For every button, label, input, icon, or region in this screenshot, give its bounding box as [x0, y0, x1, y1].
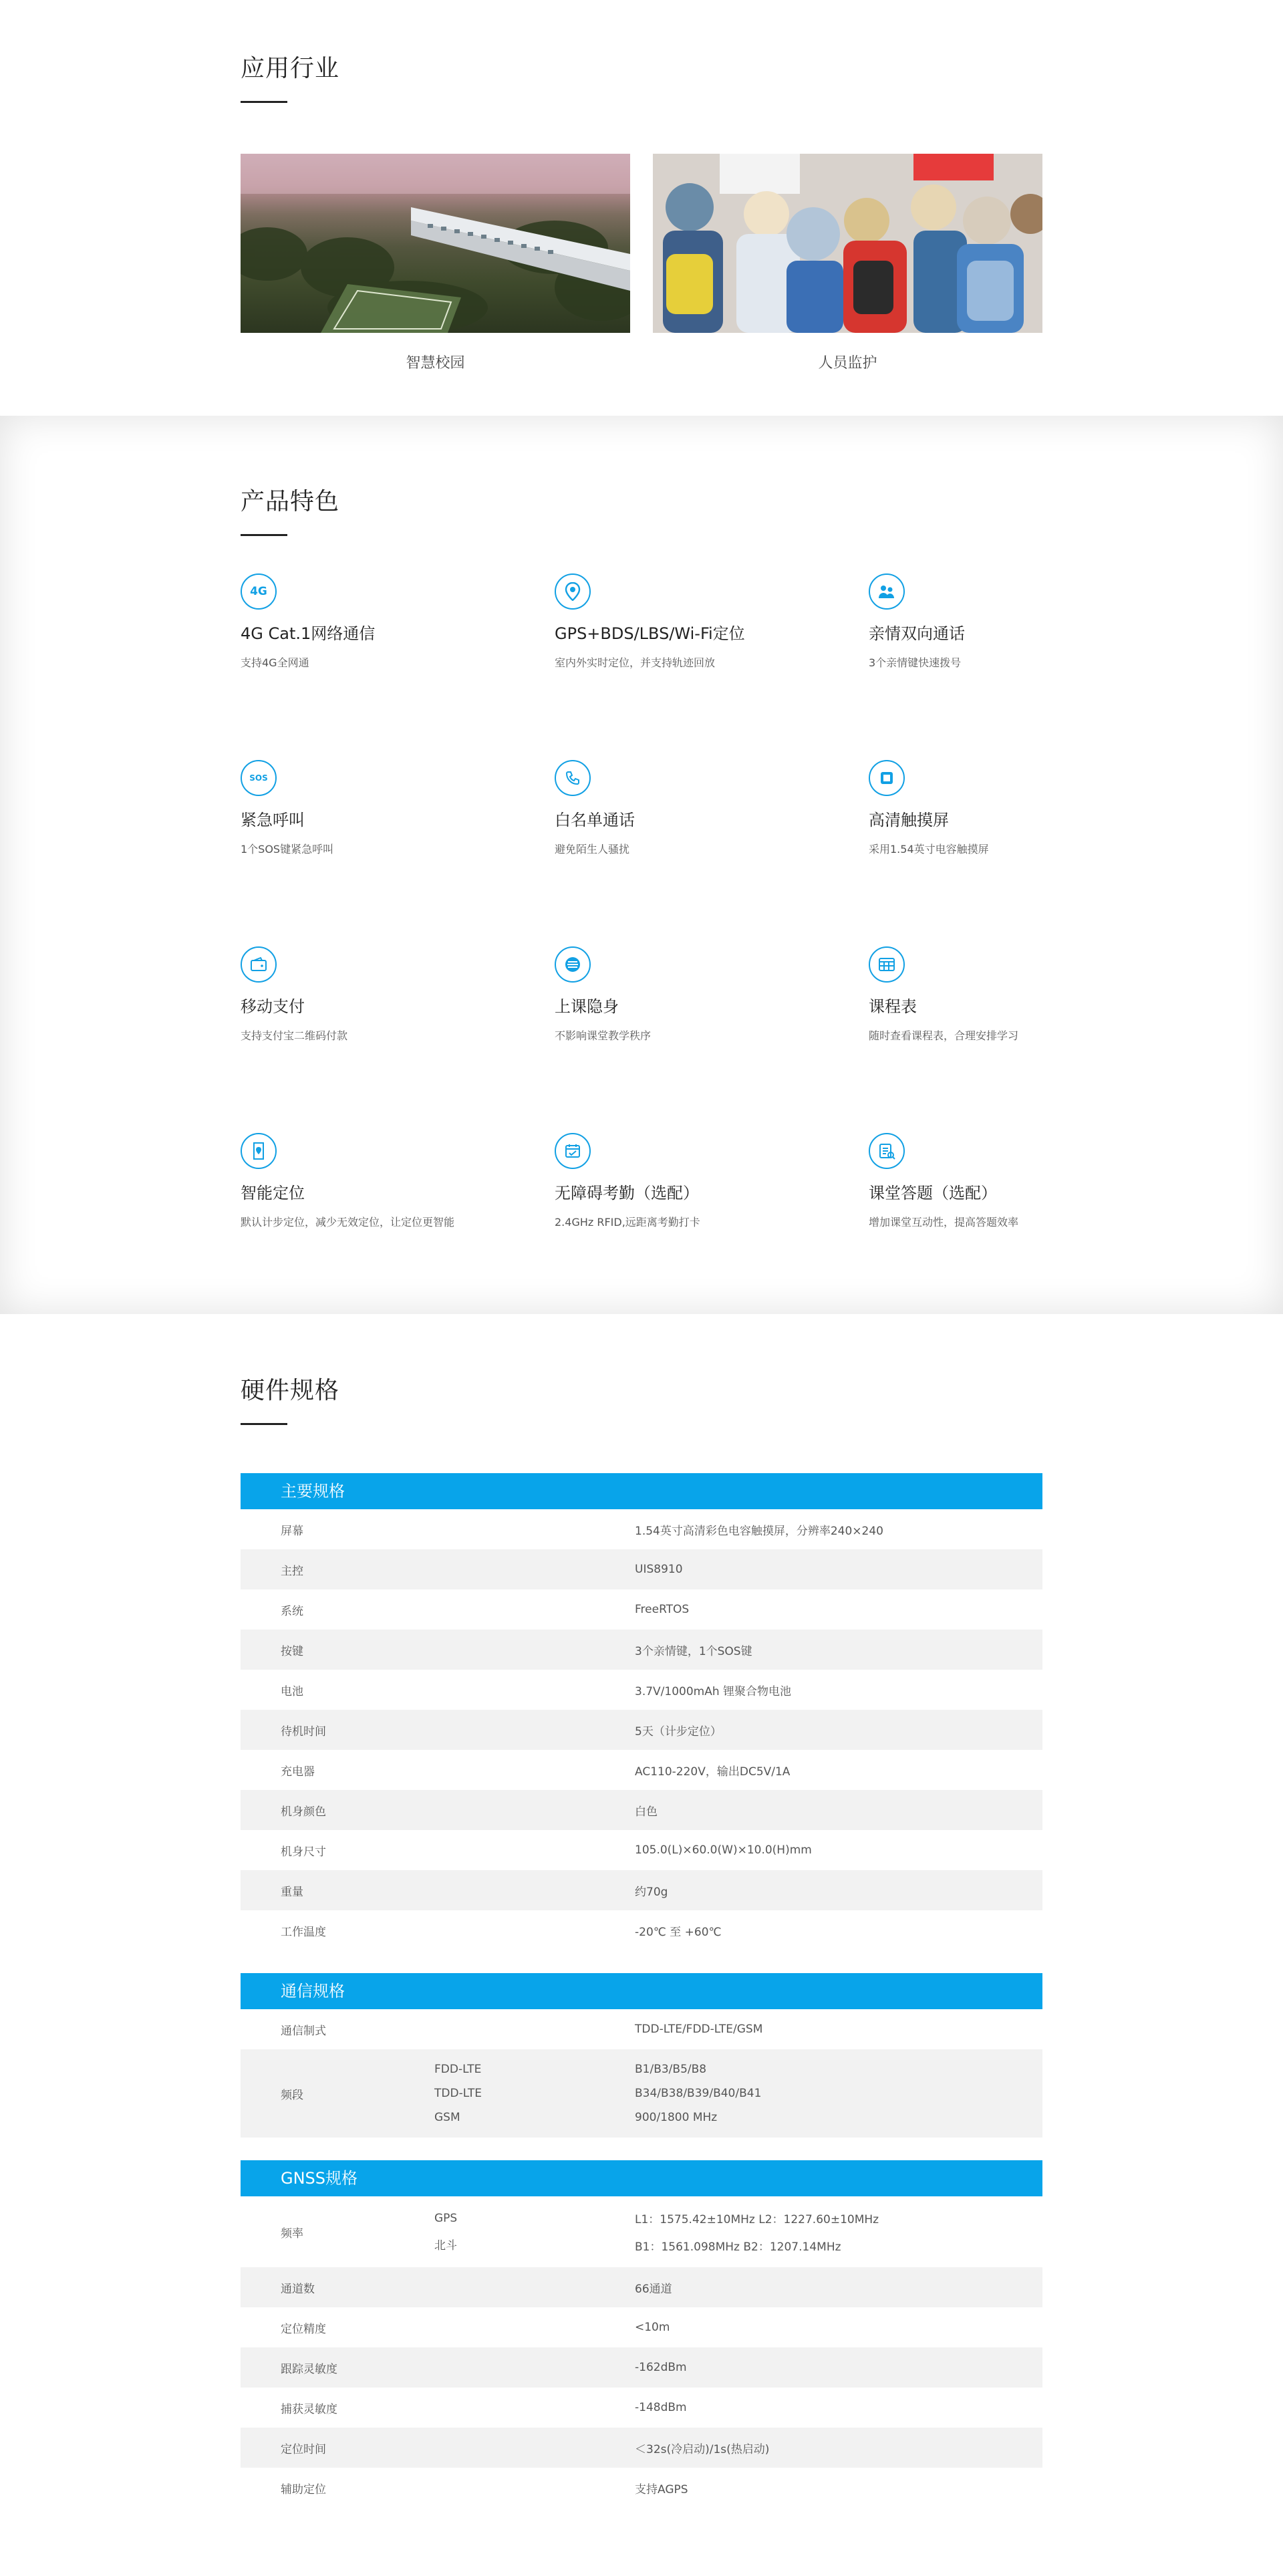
quiz-icon [869, 1133, 905, 1169]
table-row: 屏幕 1.54英寸高清彩色电容触摸屏，分辨率240×240 [281, 1524, 883, 1538]
spec-section [0, 1314, 1283, 2508]
industry-section [0, 0, 1283, 416]
feature-item [869, 573, 1042, 760]
feature-item [241, 946, 555, 1133]
feature-title: 亲情双向通话 [869, 624, 965, 643]
feature-desc: 支持4G全网通 [241, 656, 309, 669]
table-row: 重量 约70g [241, 1870, 1042, 1910]
feature-item [555, 1133, 869, 1319]
table-row: 通道数 66通道 [241, 2267, 1042, 2307]
table-row: 辅助定位 支持AGPS [281, 2482, 688, 2496]
spec-title: 硬件规格 [241, 1377, 340, 1404]
feature-item [869, 760, 1042, 946]
table-row: 主控 UIS8910 [241, 1549, 1042, 1589]
4g-icon: 4G [241, 573, 277, 610]
table-row: 频段 FDD-LTE TDD-LTE GSM B1/B3/B5/B8 B34/B38/B39/B40/B41 900/1800 MHz [241, 2049, 1042, 2138]
table-row: 通信制式 TDD-LTE/FDD-LTE/GSM [281, 2023, 763, 2038]
campus-image [241, 154, 630, 333]
table-row: 充电器 AC110-220V，输出DC5V/1A [281, 1765, 791, 1779]
feature-desc: 1个SOS键紧急呼叫 [241, 843, 334, 856]
people-image [653, 154, 1042, 333]
feature-title: 课程表 [869, 997, 917, 1016]
feature-title: 课堂答题（选配） [869, 1184, 997, 1202]
feature-desc: 不影响课堂教学秩序 [555, 1029, 652, 1042]
feature-desc: 采用1.54英寸电容触摸屏 [869, 843, 989, 856]
table-row: 机身尺寸 105.0(L)×60.0(W)×10.0(H)mm [281, 1843, 812, 1859]
spec-table [241, 1473, 1042, 2508]
location-pin-icon [555, 573, 591, 610]
industry-card-monitor[interactable] [653, 154, 1042, 372]
spec-header-gnss: GNSS规格 [241, 2160, 1042, 2196]
feature-item [869, 1133, 1042, 1319]
feature-desc: 随时查看课程表，合理安排学习 [869, 1029, 1019, 1042]
feature-item [241, 573, 555, 760]
table-row: 定位精度 <10m [281, 2321, 670, 2336]
feature-item [555, 946, 869, 1133]
title-underline [241, 101, 287, 103]
industry-label-monitor: 人员监护 [818, 355, 877, 372]
smart-location-icon [241, 1133, 277, 1169]
feature-title: 白名单通话 [555, 811, 635, 829]
spec-header-main: 主要规格 [241, 1473, 1042, 1509]
table-row: 定位时间 ＜32s(冷启动)/1s(热启动) [241, 2428, 1042, 2468]
industry-label-campus: 智慧校园 [406, 355, 465, 372]
industry-title: 应用行业 [241, 55, 340, 82]
feature-desc: 3个亲情键快速拨号 [869, 656, 962, 669]
feature-item [241, 1133, 555, 1319]
feature-item [869, 946, 1042, 1133]
table-row: 工作温度 -20℃ 至 +60℃ [281, 1925, 722, 1939]
table-row: 电池 3.7V/1000mAh 锂聚合物电池 [281, 1684, 792, 1698]
family-call-icon [869, 573, 905, 610]
feature-desc: 室内外实时定位，并支持轨迹回放 [555, 656, 716, 669]
feature-desc: 默认计步定位，减少无效定位，让定位更智能 [241, 1216, 455, 1229]
feature-title: 智能定位 [241, 1184, 305, 1202]
hide-icon [555, 946, 591, 983]
feature-item [555, 760, 869, 946]
feature-title: 无障碍考勤（选配） [555, 1184, 699, 1202]
feature-title: 紧急呼叫 [241, 811, 305, 829]
attendance-icon [555, 1133, 591, 1169]
table-row: 捕获灵敏度 -148dBm [281, 2401, 687, 2416]
feature-item [555, 573, 869, 760]
features-section [0, 416, 1283, 1314]
features-title: 产品特色 [241, 488, 340, 515]
table-row: 频率 GPS 北斗 L1：1575.42±10MHz L2：1227.60±10MHz B1：1561.098MHz B2：1207.14MHz [281, 2211, 879, 2254]
industry-card-campus[interactable] [241, 154, 630, 372]
spec-header-comm: 通信规格 [241, 1973, 1042, 2009]
feature-title: 移动支付 [241, 997, 305, 1016]
feature-desc: 支持支付宝二维码付款 [241, 1029, 348, 1042]
sos-icon: SOS [241, 760, 277, 796]
table-row: 按键 3个亲情键，1个SOS键 [241, 1630, 1042, 1670]
table-row: 机身颜色 白色 [241, 1790, 1042, 1830]
wallet-icon [241, 946, 277, 983]
timetable-icon [869, 946, 905, 983]
title-underline [241, 1423, 287, 1425]
title-underline [241, 534, 287, 536]
feature-title: 上课隐身 [555, 997, 619, 1016]
table-row: 系统 FreeRTOS [281, 1603, 690, 1618]
feature-title: GPS+BDS/LBS/Wi-Fi定位 [555, 624, 745, 643]
feature-title: 高清触摸屏 [869, 811, 949, 829]
feature-item [241, 760, 555, 946]
touchscreen-icon [869, 760, 905, 796]
feature-desc: 2.4GHz RFID,远距离考勤打卡 [555, 1216, 700, 1229]
feature-desc: 增加课堂互动性，提高答题效率 [869, 1216, 1019, 1229]
table-row: 待机时间 5天（计步定位） [241, 1710, 1042, 1750]
feature-desc: 避免陌生人骚扰 [555, 843, 630, 856]
feature-title: 4G Cat.1网络通信 [241, 624, 376, 643]
phone-icon [555, 760, 591, 796]
table-row: 跟踪灵敏度 -162dBm [241, 2347, 1042, 2388]
